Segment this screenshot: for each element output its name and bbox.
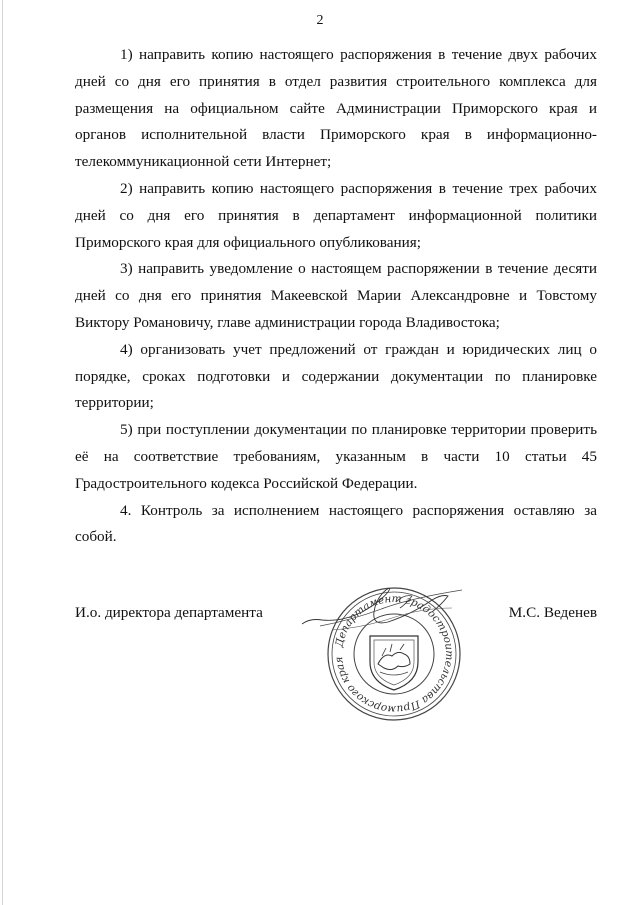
paragraph-control: 4. Контроль за исполнением настоящего распоряжения оставляю за собой. <box>75 501 597 546</box>
seal-text: Департамент градостроительства Приморского края <box>332 592 456 716</box>
seal-emblem-icon <box>370 636 418 690</box>
document-body <box>75 42 597 551</box>
handwritten-signature-icon <box>292 582 472 642</box>
signer-position: И.о. директора департамента <box>75 604 263 621</box>
signer-name: М.С. Веденев <box>508 604 597 621</box>
paragraph-item-4: 4) организовать учет предложений от граждан и юридических лиц о порядке, сроках подготовки и содержании документации по планировке территории; <box>75 340 597 412</box>
page-edge-line <box>2 0 3 905</box>
paragraph-item-2: 2) направить копию настоящего распоряжения в течение трех рабочих дней со дня его принятия в департамент информационной политики Приморского края для официального опубликования; <box>75 179 597 251</box>
paragraph-item-3: 3) направить уведомление о настоящем распоряжении в течение десяти дней со дня его принятия Макеевской Марии Александровне и Товстому Виктору Романовичу, главе администрации города Владивостока; <box>75 260 597 331</box>
page-number: 2 <box>316 13 324 28</box>
paragraph-item-1: 1) направить копию настоящего распоряжения в течение двух рабочих дней со дня его принятия в отдел развития строительного комплекса для размещения на официальном сайте Администрации Приморского края и органов исполнительной власти Приморского края в информационно-телекоммуникационной сети Интернет; <box>75 46 597 171</box>
paragraph-item-5: 5) при поступлении документации по планировке территории проверить её на соответствие требованиям, указанным в части 10 статьи 45 Градостроительного кодекса Российской Федерации. <box>75 421 597 492</box>
